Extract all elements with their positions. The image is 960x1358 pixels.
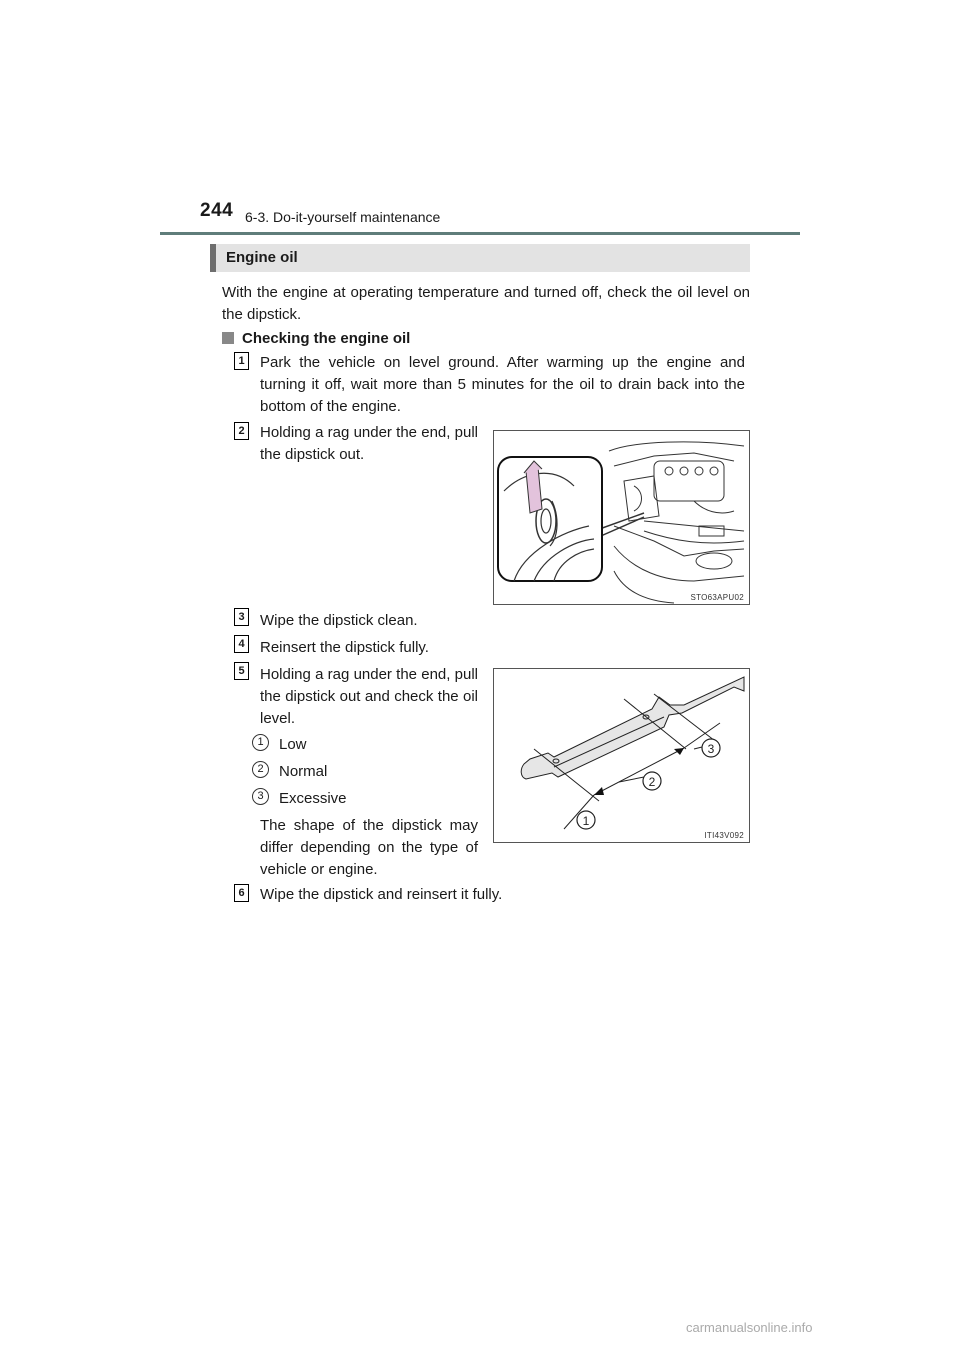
section-heading: Engine oil	[226, 249, 298, 266]
dipstick-illustration	[493, 668, 750, 843]
step-2-text: Holding a rag under the end, pull the dipstick out.	[260, 424, 478, 463]
step-number-4: 4	[234, 635, 249, 653]
step-number-5: 5	[234, 662, 249, 680]
step-number-6: 6	[234, 884, 249, 902]
section-heading-bar	[210, 244, 750, 272]
level-number-1: 1	[252, 734, 269, 751]
figure-code: STO63APU02	[690, 593, 744, 602]
engine-illustration	[493, 430, 750, 605]
level-label-excessive: Excessive	[279, 790, 347, 807]
step-3-text: Wipe the dipstick clean.	[260, 612, 418, 629]
level-number-3: 3	[252, 788, 269, 805]
callout-2: 2	[648, 775, 656, 789]
level-number-2: 2	[252, 761, 269, 778]
step-number-3: 3	[234, 608, 249, 626]
figure-code: ITI43V092	[704, 831, 744, 840]
intro-paragraph: With the engine at operating temperature and turned off, check the oil level on the dipstick.	[222, 284, 750, 323]
page-number: 244	[200, 200, 234, 221]
dipstick-drawing	[494, 669, 749, 842]
section-title: 6-3. Do-it-yourself maintenance	[245, 209, 441, 225]
step-number-1: 1	[234, 352, 249, 370]
step-6-text: Wipe the dipstick and reinsert it fully.	[260, 886, 503, 903]
level-label-low: Low	[279, 736, 307, 753]
step-4-text: Reinsert the dipstick fully.	[260, 639, 429, 656]
callout-1: 1	[582, 814, 590, 828]
level-label-normal: Normal	[279, 763, 328, 780]
callout-3: 3	[707, 742, 715, 756]
subheading	[222, 330, 410, 347]
step-number-2: 2	[234, 422, 249, 440]
engine-drawing	[494, 431, 749, 604]
footer-watermark: carmanualsonline.info	[686, 1320, 813, 1335]
dipstick-note: The shape of the dipstick may differ depending on the type of vehicle or engine.	[260, 817, 478, 878]
step-1-text: Park the vehicle on level ground. After warming up the engine and turning it off, wait more than 5 minutes for the oil to drain back into the bottom of the engine.	[260, 354, 745, 415]
step-5-text: Holding a rag under the end, pull the dipstick out and check the oil level.	[260, 666, 478, 727]
subheading-text: Checking the engine oil	[242, 330, 411, 347]
header-divider	[160, 232, 800, 235]
square-bullet-icon	[222, 332, 234, 344]
